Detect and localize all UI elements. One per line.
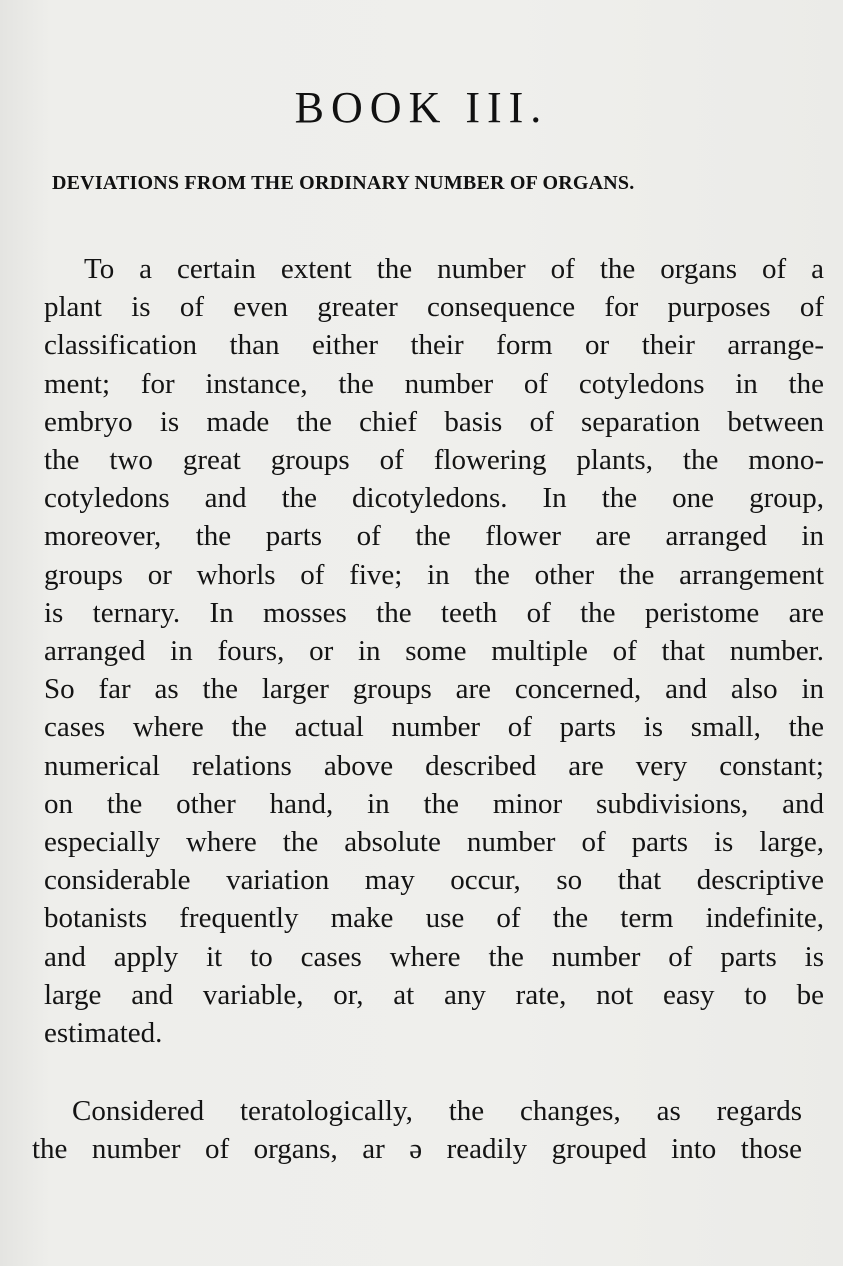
text-line: Considered teratologically, the changes, as regards bbox=[72, 1095, 802, 1127]
paragraph-intro bbox=[44, 250, 824, 1052]
text-line: and apply it to cases where the number of parts is bbox=[44, 940, 824, 973]
text-line: cases where the actual number of parts is small, the bbox=[44, 711, 824, 744]
text-line: cotyledons and the dicotyledons. In the one group, bbox=[44, 482, 824, 515]
text-line: classification than either their form or their arrange- bbox=[44, 329, 824, 362]
text-line: on the other hand, in the minor subdivisions, and bbox=[44, 787, 824, 820]
text-line: arranged in fours, or in some multiple of that number. bbox=[44, 635, 824, 668]
text-line: botanists frequently make use of the term indefinite, bbox=[44, 902, 824, 935]
text-line: is ternary. In mosses the teeth of the peristome are bbox=[44, 596, 824, 629]
text-line: moreover, the parts of the flower are arranged in bbox=[44, 520, 824, 553]
text-line: embryo is made the chief basis of separation between bbox=[44, 405, 824, 438]
text-line: large and variable, or, at any rate, not easy to be bbox=[44, 978, 824, 1011]
paragraph-teratology bbox=[32, 1092, 802, 1168]
text-line: ment; for instance, the number of cotyledons in the bbox=[44, 367, 824, 400]
book-heading: BOOK III. bbox=[294, 83, 549, 132]
text-line: especially where the absolute number of parts is large, bbox=[44, 826, 824, 859]
text-line: plant is of even greater consequence for purposes of bbox=[44, 291, 824, 324]
text-line: To a certain extent the number of the organs of a bbox=[84, 253, 824, 285]
text-line: estimated. bbox=[44, 1017, 163, 1050]
text-line: the number of organs, ar ə readily grouped into those bbox=[32, 1133, 802, 1166]
text-line: considerable variation may occur, so that descriptive bbox=[44, 864, 824, 897]
text-line: So far as the larger groups are concerned, and also in bbox=[44, 673, 824, 706]
text-line: groups or whorls of five; in the other the arrangement bbox=[44, 558, 824, 591]
text-line: numerical relations above described are very constant; bbox=[44, 749, 824, 782]
text-line: the two great groups of flowering plants, the mono- bbox=[44, 444, 824, 477]
chapter-subheading: DEVIATIONS FROM THE ORDINARY NUMBER OF ORGANS. bbox=[52, 172, 635, 194]
